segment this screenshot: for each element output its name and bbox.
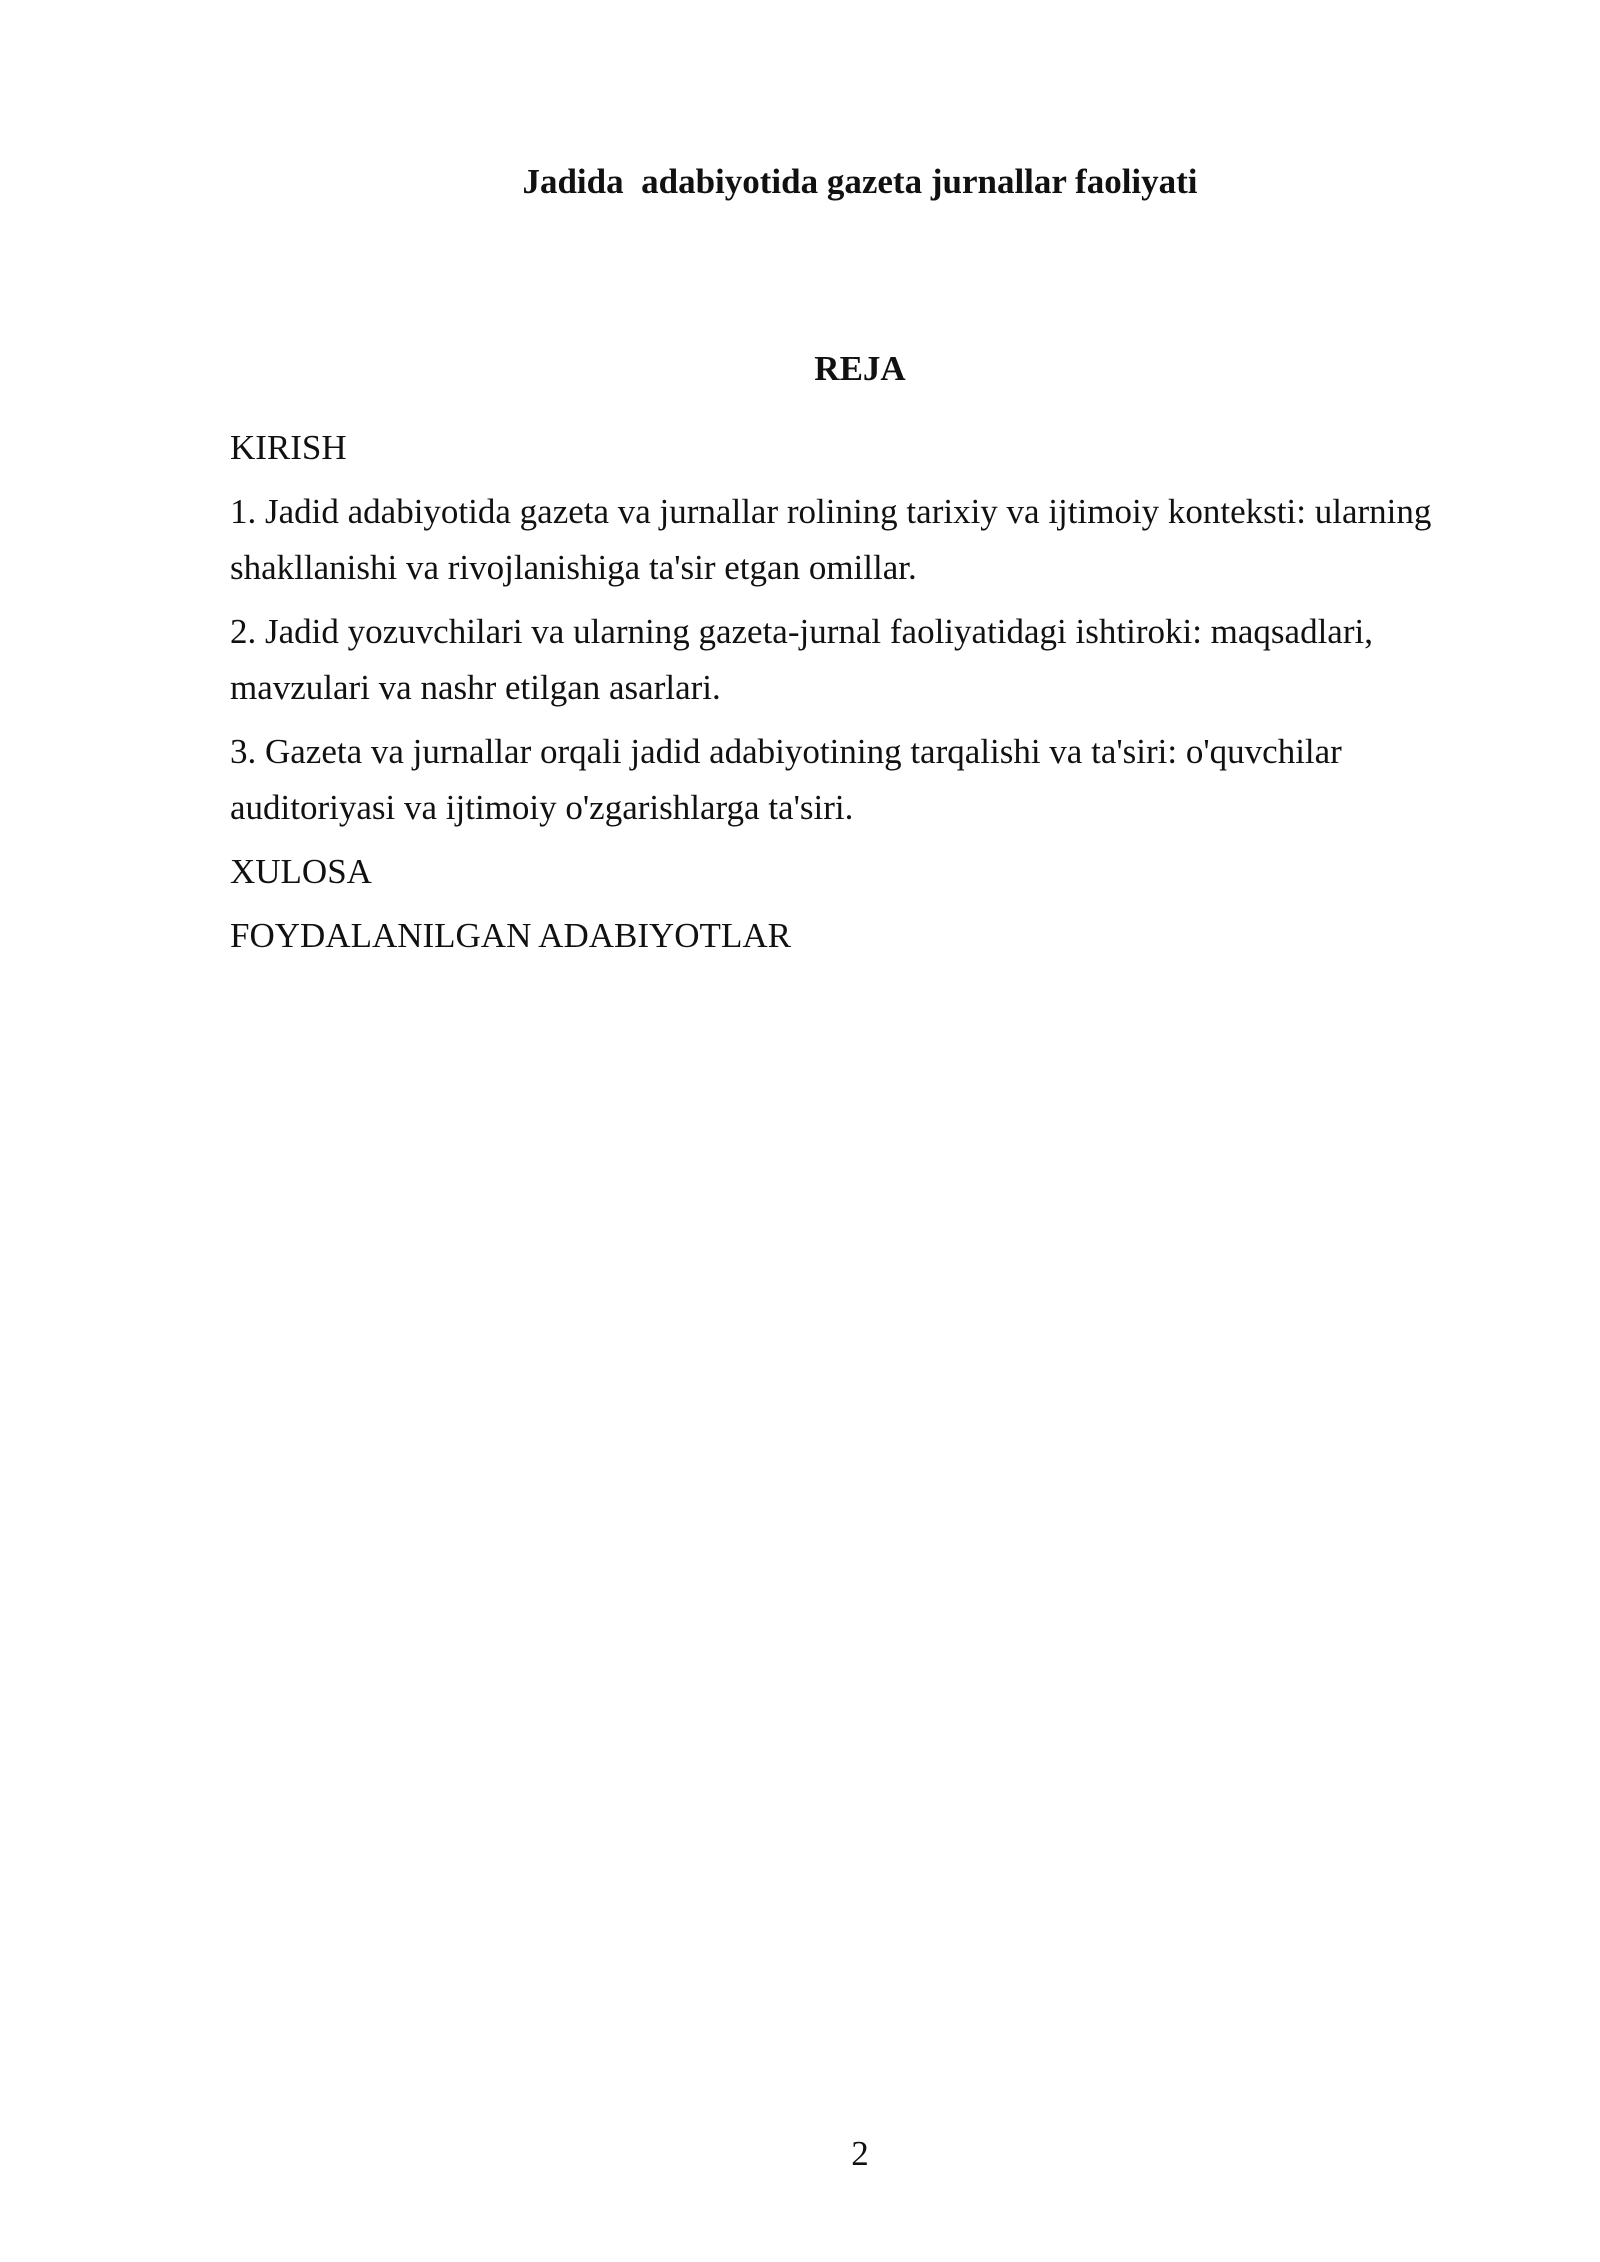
page-number: 2 — [851, 2134, 869, 2173]
outline-item-3: 3. Gazeta va jurnallar orqali jadid adabiyotining tarqalishi va ta'siri: o'quvchilar auditoriyasi va ijtimoiy o'zgarishlarga ta'siri. — [230, 732, 1342, 827]
plan-outline — [230, 420, 1490, 972]
outline-item-1: 1. Jadid adabiyotida gazeta va jurnallar rolining tarixiy va ijtimoiy konteksti: ularning shakllanishi va rivojlanishiga ta'sir etgan omillar. — [230, 492, 1432, 587]
outline-item-references: FOYDALANILGAN ADABIYOTLAR — [230, 916, 791, 955]
outline-item-conclusion: XULOSA — [230, 852, 372, 891]
document-title: Jadida adabiyotida gazeta jurnallar faoliyati — [522, 162, 1198, 201]
plan-heading: REJA — [814, 349, 906, 388]
outline-item-introduction: KIRISH — [230, 428, 347, 467]
outline-item-2: 2. Jadid yozuvchilari va ularning gazeta-jurnal faoliyatidagi ishtiroki: maqsadlari, mavzulari va nashr etilgan asarlari. — [230, 612, 1373, 707]
